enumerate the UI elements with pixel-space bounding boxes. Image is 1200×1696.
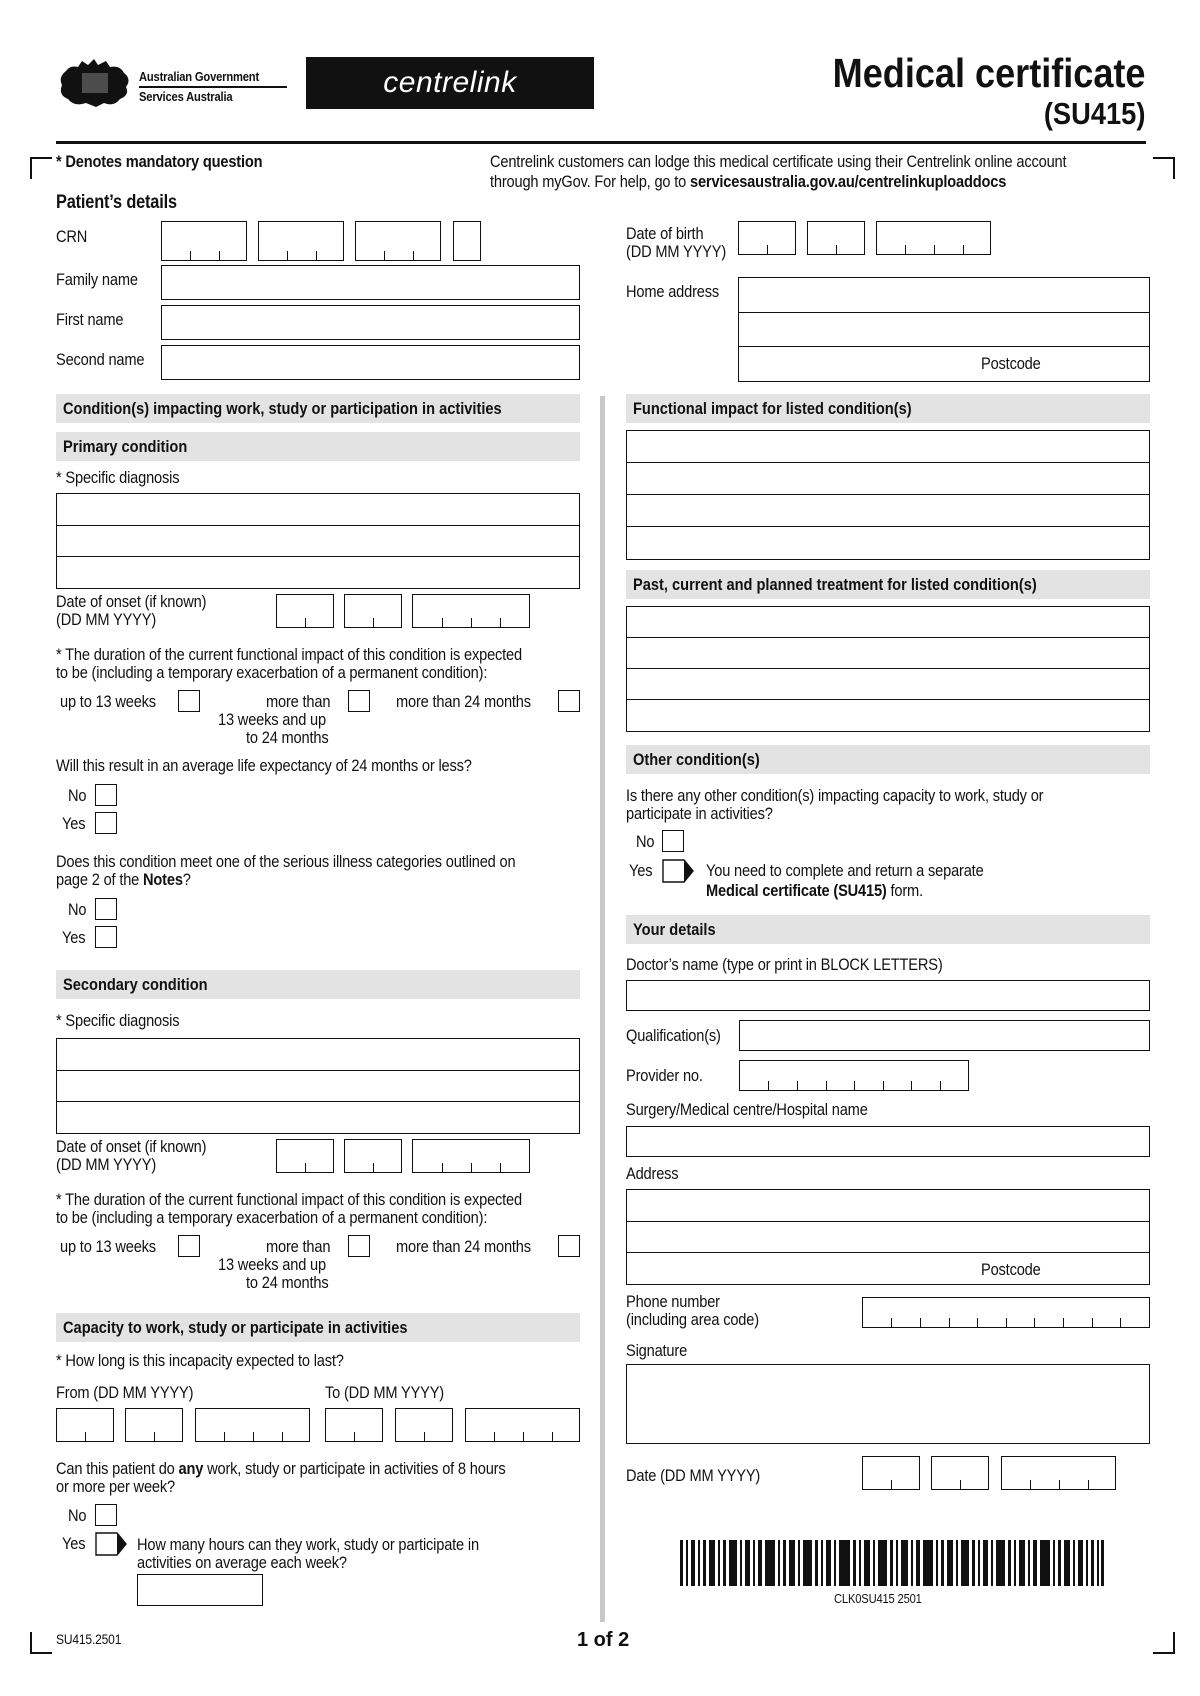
primary-diagnosis-label: * Specific diagnosis: [56, 468, 180, 487]
provider-no-label: Provider no.: [626, 1066, 703, 1085]
corner-mark-bottom-left: [30, 1632, 52, 1654]
gov-line2: Services Australia: [139, 89, 233, 104]
date-month-field[interactable]: [931, 1456, 989, 1490]
home-address-label: Home address: [626, 282, 720, 301]
other-question-line1: Is there any other condition(s) impacting capacity to work, study or: [626, 786, 1044, 805]
from-day-field[interactable]: [56, 1408, 114, 1442]
doctor-address-label: Address: [626, 1164, 679, 1183]
secondary-opt-13-checkbox[interactable]: [178, 1235, 200, 1257]
dob-year-field[interactable]: [876, 221, 991, 255]
treatment-heading-text: Past, current and planned treatment for listed condition(s): [633, 575, 1037, 594]
patient-heading: Patient’s details: [56, 192, 177, 213]
corner-mark-bottom-right: [1153, 1632, 1175, 1654]
any-work-prefix: Can this patient do: [56, 1459, 179, 1478]
provider-no-field[interactable]: [739, 1060, 969, 1091]
other-no-checkbox[interactable]: [662, 830, 684, 852]
page-title: Medical certificate: [832, 50, 1145, 96]
home-address-field[interactable]: [738, 277, 1150, 382]
from-label: From (DD MM YYYY): [56, 1383, 194, 1402]
secondary-onset-day-field[interactable]: [276, 1139, 334, 1173]
secondary-onset-label-line1: Date of onset (if known): [56, 1137, 207, 1156]
other-conditions-heading: [626, 745, 1150, 774]
mandatory-note: * Denotes mandatory question: [56, 152, 263, 171]
functional-impact-heading: [626, 394, 1150, 423]
primary-onset-label-line1: Date of onset (if known): [56, 592, 207, 611]
secondary-opt-mid-line2: 13 weeks and up: [218, 1255, 326, 1274]
doctor-name-label: Doctor’s name (type or print in BLOCK LETTERS): [626, 955, 943, 974]
date-day-field[interactable]: [862, 1456, 920, 1490]
primary-opt-mid-checkbox[interactable]: [348, 690, 370, 712]
life-yes-checkbox[interactable]: [95, 812, 117, 834]
primary-opt-24-checkbox[interactable]: [558, 690, 580, 712]
to-label: To (DD MM YYYY): [325, 1383, 445, 1402]
government-crest-icon: [56, 55, 134, 110]
lodge-text-line1: Centrelink customers can lodge this medical certificate using their Centrelink online account: [490, 152, 1067, 171]
hours-field[interactable]: [137, 1574, 263, 1606]
date-label: Date (DD MM YYYY): [626, 1466, 761, 1485]
capacity-heading: [56, 1313, 580, 1342]
other-note-form: Medical certificate (SU415): [706, 881, 887, 900]
secondary-opt-mid-line1: more than: [266, 1237, 331, 1256]
secondary-diagnosis-label: * Specific diagnosis: [56, 1011, 180, 1030]
secondary-opt-24-checkbox[interactable]: [558, 1235, 580, 1257]
page-number: 1 of 2: [577, 1629, 630, 1651]
primary-opt-mid-line1: more than: [266, 692, 331, 711]
phone-field[interactable]: [862, 1297, 1150, 1328]
footer-form-code: SU415.2501: [56, 1631, 122, 1647]
secondary-duration-line2: to be (including a temporary exacerbation of a permanent condition):: [56, 1208, 488, 1227]
doctor-address-field[interactable]: [626, 1189, 1150, 1285]
primary-opt-13-checkbox[interactable]: [178, 690, 200, 712]
hours-question-line2: activities on average each week?: [137, 1553, 347, 1572]
any-work-suffix: work, study or participate in activities of 8 hours: [203, 1459, 506, 1478]
centrelink-logo: [306, 57, 594, 109]
life-expectancy-question: Will this result in an average life expectancy of 24 months or less?: [56, 756, 472, 775]
primary-duration-line2: to be (including a temporary exacerbation of a permanent condition):: [56, 663, 488, 682]
secondary-opt-24-label: more than 24 months: [396, 1237, 531, 1256]
to-day-field[interactable]: [325, 1408, 383, 1442]
other-note-suffix: form.: [886, 881, 923, 900]
first-name-label: First name: [56, 310, 124, 329]
how-long-question: * How long is this incapacity expected to last?: [56, 1351, 344, 1370]
primary-onset-day-field[interactable]: [276, 594, 334, 628]
functional-impact-field[interactable]: [626, 430, 1150, 560]
hours-question-line1: How many hours can they work, study or participate in: [137, 1535, 479, 1554]
primary-duration-line1: * The duration of the current functional impact of this condition is expected: [56, 645, 522, 664]
secondary-condition-heading: [56, 970, 580, 999]
your-details-heading: [626, 915, 1150, 944]
conditions-heading-text: Condition(s) impacting work, study or participation in activities: [63, 399, 502, 418]
other-note-line2: [706, 881, 923, 900]
any-work-question-line2: or more per week?: [56, 1477, 175, 1496]
date-year-field[interactable]: [1001, 1456, 1116, 1490]
any-work-yes-arrow-checkbox[interactable]: [95, 1532, 127, 1556]
crn-field-2[interactable]: [258, 221, 344, 261]
secondary-condition-heading-text: Secondary condition: [63, 975, 208, 994]
serious-no-checkbox[interactable]: [95, 898, 117, 920]
crn-field-3[interactable]: [355, 221, 441, 261]
any-work-bold: any: [178, 1459, 204, 1478]
surgery-field[interactable]: [626, 1126, 1150, 1157]
secondary-opt-13-label: up to 13 weeks: [60, 1237, 156, 1256]
serious-illness-question-line1: Does this condition meet one of the serious illness categories outlined on: [56, 852, 516, 871]
home-postcode-label: Postcode: [981, 354, 1041, 373]
gov-line1: Australian Government: [139, 69, 260, 84]
other-conditions-heading-text: Other condition(s): [633, 750, 760, 769]
secondary-opt-mid-line3: to 24 months: [246, 1273, 329, 1292]
primary-onset-year-field[interactable]: [412, 594, 530, 628]
secondary-duration-line1: * The duration of the current functional impact of this condition is expected: [56, 1190, 522, 1209]
to-year-field[interactable]: [465, 1408, 580, 1442]
from-month-field[interactable]: [125, 1408, 183, 1442]
primary-onset-label-line2: (DD MM YYYY): [56, 610, 157, 629]
centrelink-wordmark: centrelink: [383, 66, 517, 99]
secondary-onset-year-field[interactable]: [412, 1139, 530, 1173]
crn-label: CRN: [56, 227, 88, 246]
primary-condition-heading: [56, 432, 580, 461]
your-details-heading-text: Your details: [633, 920, 716, 939]
treatment-field[interactable]: [626, 606, 1150, 732]
primary-opt-mid-line3: to 24 months: [246, 728, 329, 747]
primary-diagnosis-field[interactable]: [56, 493, 580, 589]
primary-opt-mid-line2: 13 weeks and up: [218, 710, 326, 729]
life-no-label: No: [68, 786, 87, 805]
other-yes-arrow-checkbox[interactable]: [662, 859, 694, 883]
other-no-label: No: [636, 832, 655, 851]
life-no-checkbox[interactable]: [95, 784, 117, 806]
dob-label-line2: (DD MM YYYY): [626, 242, 727, 261]
surgery-label: Surgery/Medical centre/Hospital name: [626, 1100, 868, 1119]
lodge-text-prefix: through myGov. For help, go to: [490, 172, 691, 191]
serious-yes-checkbox[interactable]: [95, 926, 117, 948]
life-yes-label: Yes: [62, 814, 86, 833]
second-name-label: Second name: [56, 350, 145, 369]
conditions-heading: [56, 394, 580, 423]
lodge-text-line2: [490, 172, 1006, 191]
doctor-postcode-label: Postcode: [981, 1260, 1041, 1279]
functional-impact-heading-text: Functional impact for listed condition(s): [633, 399, 912, 418]
to-month-field[interactable]: [395, 1408, 453, 1442]
signature-label: Signature: [626, 1341, 688, 1360]
serious-illness-prefix: page 2 of the: [56, 870, 144, 889]
other-note-line1: You need to complete and return a separate: [706, 861, 984, 880]
corner-mark-top-right: [1153, 157, 1175, 179]
signature-field[interactable]: [626, 1364, 1150, 1444]
family-name-label: Family name: [56, 270, 138, 289]
lodge-link[interactable]: servicesaustralia.gov.au/centrelinkuploaddocs: [690, 172, 1007, 191]
any-work-no-checkbox[interactable]: [95, 1504, 117, 1526]
secondary-opt-mid-checkbox[interactable]: [348, 1235, 370, 1257]
capacity-heading-text: Capacity to work, study or participate in activities: [63, 1318, 408, 1337]
header-rule: [56, 141, 1146, 144]
primary-onset-month-field[interactable]: [344, 594, 402, 628]
form-code-title: (SU415): [1043, 96, 1145, 131]
phone-label-line1: Phone number: [626, 1292, 720, 1311]
secondary-onset-month-field[interactable]: [344, 1139, 402, 1173]
family-name-field[interactable]: [161, 265, 580, 300]
primary-opt-24-label: more than 24 months: [396, 692, 531, 711]
barcode-icon: [680, 1540, 1104, 1586]
first-name-field[interactable]: [161, 305, 580, 340]
crn-field-4[interactable]: [453, 221, 481, 261]
secondary-onset-label-line2: (DD MM YYYY): [56, 1155, 157, 1174]
barcode-text: CLK0SU415 2501: [834, 1591, 922, 1606]
serious-illness-question-line2: [56, 870, 191, 889]
serious-illness-notes: Notes: [143, 870, 183, 889]
crn-field-1[interactable]: [161, 221, 247, 261]
dob-day-field[interactable]: [738, 221, 796, 255]
any-work-question-line1: [56, 1459, 505, 1478]
phone-label-line2: (including area code): [626, 1310, 759, 1329]
second-name-field[interactable]: [161, 345, 580, 380]
gov-divider: [139, 86, 287, 88]
from-year-field[interactable]: [195, 1408, 310, 1442]
dob-label-line1: Date of birth: [626, 224, 704, 243]
corner-mark-top-left: [30, 157, 52, 179]
qualifications-label: Qualification(s): [626, 1026, 721, 1045]
other-question-line2: participate in activities?: [626, 804, 773, 823]
serious-yes-label: Yes: [62, 928, 86, 947]
any-work-no-label: No: [68, 1506, 87, 1525]
serious-no-label: No: [68, 900, 87, 919]
other-yes-label: Yes: [629, 861, 653, 880]
qualifications-field[interactable]: [739, 1020, 1150, 1051]
primary-opt-13-label: up to 13 weeks: [60, 692, 156, 711]
dob-month-field[interactable]: [807, 221, 865, 255]
serious-illness-suffix: ?: [182, 870, 191, 889]
doctor-name-field[interactable]: [626, 980, 1150, 1011]
any-work-yes-label: Yes: [62, 1534, 86, 1553]
primary-condition-heading-text: Primary condition: [63, 437, 188, 456]
secondary-diagnosis-field[interactable]: [56, 1038, 580, 1134]
treatment-heading: [626, 570, 1150, 599]
column-divider: [600, 396, 605, 1622]
